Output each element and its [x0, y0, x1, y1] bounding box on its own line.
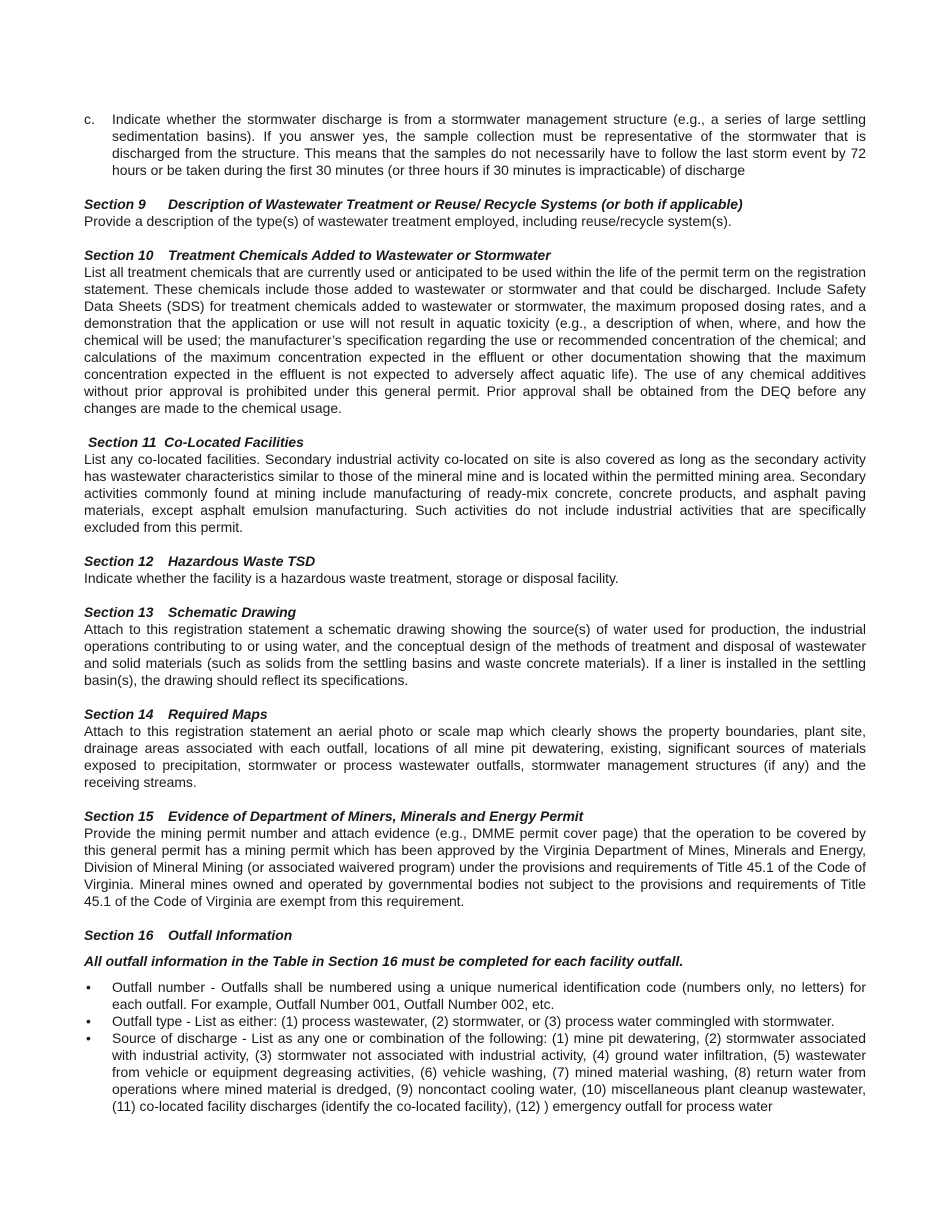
- section-body: Provide the mining permit number and attach evidence (e.g., DMME permit cover page) that the operation to be covered by this general permit has a mining permit which has been approved by the Virginia Department of Mines, Minerals and Energy, Division of Mineral Mining (or associated waivered program) under the provisions and requirements of Title 45.1 of the Code of Virginia. Mineral mines owned and operated by governmental bodies not subject to the provisions and requirements of Title 45.1 of the Code of Virginia are exempt from this requirement.: [84, 825, 866, 909]
- section-number: Section 9: [84, 196, 146, 212]
- section-number: Section 10: [84, 247, 154, 263]
- list-marker: c.: [84, 111, 95, 127]
- list-item: [84, 979, 866, 1013]
- section-heading: [84, 196, 866, 213]
- section-heading: [84, 927, 866, 944]
- section-heading: [84, 808, 866, 825]
- section-body: List all treatment chemicals that are currently used or anticipated to be used within the life of the permit term on the registration statement. These chemicals include those added to wastewater or stormwater and that could be discharged. Include Safety Data Sheets (SDS) for treatment chemicals added to wastewater or stormwater, the maximum proposed dosing rates, and a demonstration that the application or use will not result in aquatic toxicity (e.g., a description of when, where, and how the chemical will be used; the manufacturer’s specification regarding the use or recommended concentration of the chemical; and calculations of the maximum concentration expected in the effluent or other documentation showing that the maximum concentration expected in the effluent is not expected to adversely affect aquatic life). The use of any chemical additives without prior approval is prohibited under this general permit. Prior approval shall be obtained from the DEQ before any changes are made to the chemical usage.: [84, 264, 866, 416]
- bullet-list: [84, 979, 866, 1115]
- section-9: [84, 196, 866, 230]
- section-12: [84, 553, 866, 587]
- section-number: Section 11: [88, 434, 157, 450]
- section-title: Evidence of Department of Miners, Minerals and Energy Permit: [168, 808, 584, 824]
- list-item-c: [84, 111, 866, 179]
- section-title: Description of Wastewater Treatment or Reuse/ Recycle Systems (or both if applicable): [168, 196, 743, 212]
- section-16: [84, 927, 866, 1115]
- section-body: List any co-located facilities. Secondary industrial activity co-located on site is also covered as long as the secondary activity has wastewater characteristics similar to those of the mineral mine and is located within the permitted mining area. Secondary activities commonly found at mining include manufacturing of ready-mix concrete, concrete products, and asphalt paving materials, except asphalt emulsion manufacturing. Such activities do not include industrial activities that are specifically excluded from this permit.: [84, 451, 866, 535]
- section-title: Schematic Drawing: [168, 604, 297, 620]
- bullet-text: Outfall type - List as either: (1) process wastewater, (2) stormwater, or (3) process water commingled with stormwater.: [112, 1013, 835, 1029]
- section-note: All outfall information in the Table in Section 16 must be completed for each facility outfall.: [84, 953, 684, 969]
- section-body: Attach to this registration statement a schematic drawing showing the source(s) of water used for production, the industrial operations contributing to or using water, and the conceptual design of the methods of treatment and disposal of wastewater and solid materials (such as solids from the settling basins and waste concrete materials). If a liner is installed in the settling basin(s), the drawing should reflect its specifications.: [84, 621, 866, 688]
- section-title: Required Maps: [168, 706, 268, 722]
- section-number: Section 14: [84, 706, 154, 722]
- bullet-icon: •: [86, 979, 91, 995]
- list-item: [84, 1013, 866, 1030]
- section-15: [84, 808, 866, 910]
- section-body: Attach to this registration statement an aerial photo or scale map which clearly shows the property boundaries, plant site, drainage areas associated with each outfall, locations of all mine pit dewatering, existing, significant sources of materials exposed to precipitation, stormwater or process wastewater outfalls, stormwater management structures (if any) and the receiving streams.: [84, 723, 866, 790]
- section-13: [84, 604, 866, 689]
- section-body: Provide a description of the type(s) of wastewater treatment employed, including reuse/recycle system(s).: [84, 213, 732, 229]
- bullet-icon: •: [86, 1013, 91, 1029]
- section-number: Section 15: [84, 808, 154, 824]
- section-heading: [84, 553, 866, 570]
- section-heading: [84, 604, 866, 621]
- bullet-text: Outfall number - Outfalls shall be numbered using a unique numerical identification code (numbers only, no letters) for each outfall. For example, Outfall Number 001, Outfall Number 002, etc.: [112, 979, 866, 1012]
- section-body: Indicate whether the facility is a hazardous waste treatment, storage or disposal facility.: [84, 570, 619, 586]
- section-heading: [84, 706, 866, 723]
- list-item: [84, 1030, 866, 1115]
- section-11: [84, 434, 866, 536]
- bullet-icon: •: [86, 1030, 91, 1046]
- section-title: Hazardous Waste TSD: [168, 553, 316, 569]
- section-title: Outfall Information: [168, 927, 293, 943]
- section-number: Section 12: [84, 553, 154, 569]
- section-title: Treatment Chemicals Added to Wastewater or Stormwater: [168, 247, 551, 263]
- list-item-text: Indicate whether the stormwater discharge is from a stormwater management structure (e.g., a series of large settling sedimentation basins). If you answer yes, the sample collection must be representative of the stormwater that is discharged from the structure. This means that the samples do not necessarily have to follow the last storm event by 72 hours or be taken during the first 30 minutes (or three hours if 30 minutes is impracticable) of discharge: [112, 111, 866, 178]
- section-heading: [84, 434, 866, 451]
- section-number: Section 13: [84, 604, 154, 620]
- bullet-text: Source of discharge - List as any one or combination of the following: (1) mine pit dewatering, (2) stormwater associated with industrial activity, (3) stormwater not associated with industrial activity, (4) ground water infiltration, (5) wastewater from vehicle or equipment degreasing activities, (6) vehicle washing, (7) mined material washing, (8) return water from operations where mined material is dredged, (9) noncontact cooling water, (10) miscellaneous plant cleanup wastewater, (11) co-located facility discharges (identify the co-located facility), (12) ) emergency outfall for process water: [112, 1030, 866, 1114]
- section-number: Section 16: [84, 927, 154, 943]
- section-heading: [84, 247, 866, 264]
- section-14: [84, 706, 866, 791]
- section-10: [84, 247, 866, 417]
- section-title: Co-Located Facilities: [164, 434, 304, 450]
